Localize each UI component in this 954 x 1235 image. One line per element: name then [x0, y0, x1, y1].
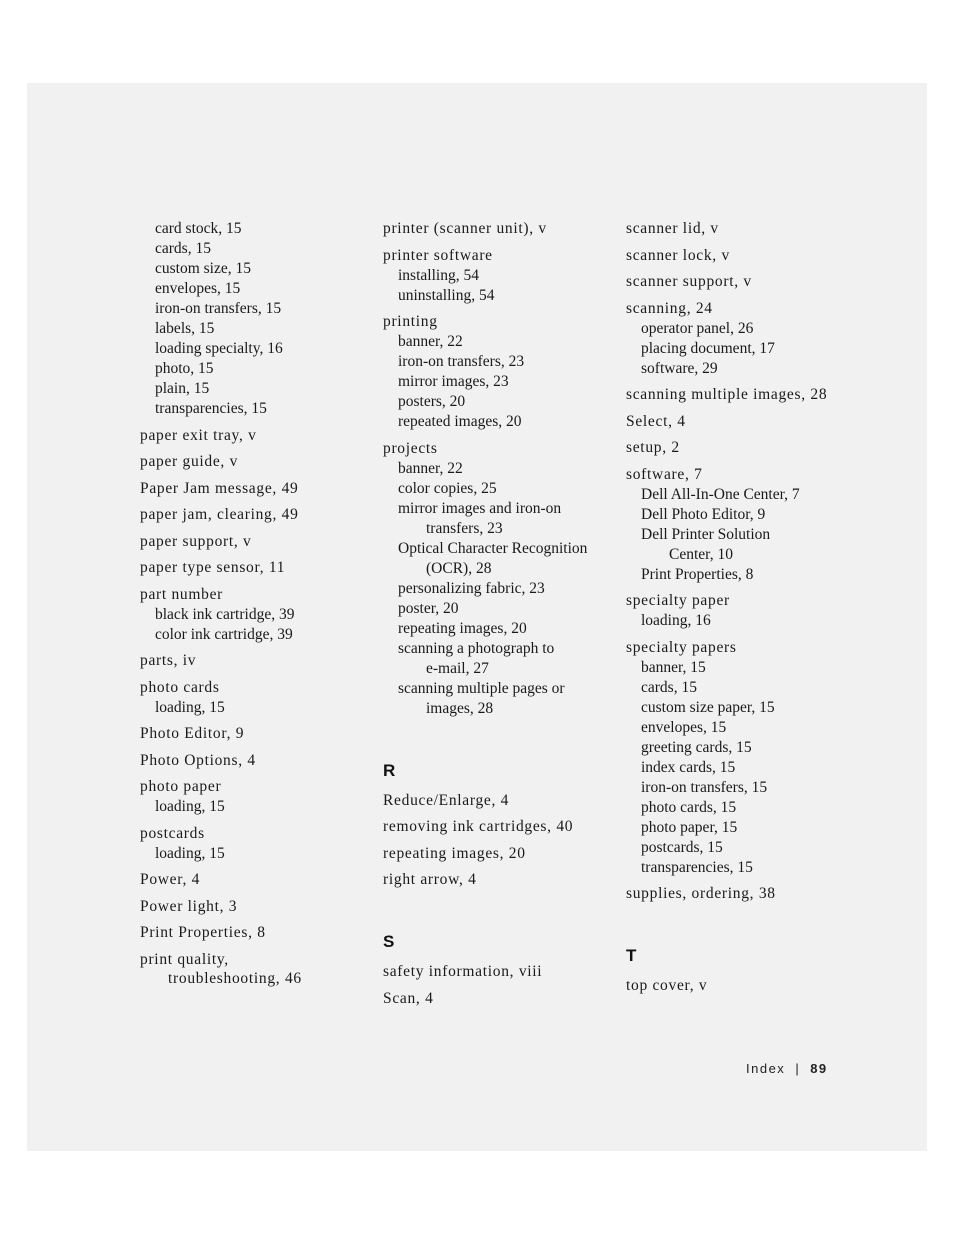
index-entry: Photo Editor, 9 — [140, 725, 245, 742]
index-subentry: black ink cartridge, 39 — [155, 605, 295, 623]
index-entry: Scan, 4 — [383, 989, 434, 1007]
index-entry: removing ink cartridges, 40 — [383, 818, 574, 835]
index-subentry: software, 29 — [641, 359, 718, 377]
index-subentry: installing, 54 — [398, 266, 479, 284]
index-subentry: mirror images, 23 — [398, 373, 509, 390]
index-entry: scanner lock, v — [626, 246, 730, 264]
index-subentry — [626, 525, 851, 565]
entry-continuation: transfers, 23 — [426, 519, 503, 537]
entry-line: print quality, — [140, 950, 229, 968]
index-entry: repeating images, 20 — [383, 844, 526, 862]
index-column-2 — [383, 219, 608, 1009]
index-entry: printing — [383, 313, 438, 330]
index-subentry: iron-on transfers, 23 — [398, 353, 525, 370]
entry-line: scanning a photograph to — [398, 639, 555, 657]
index-subentry: personalizing fabric, 23 — [398, 579, 545, 597]
index-entry: photo paper — [140, 778, 222, 795]
page-footer — [746, 1061, 828, 1076]
index-subentry: plain, 15 — [155, 380, 210, 397]
index-subentry: card stock, 15 — [155, 220, 242, 237]
index-entry: scanner support, v — [626, 273, 752, 290]
index-entry: parts, iv — [140, 652, 197, 669]
index-subentry: custom size, 15 — [155, 260, 251, 277]
index-entry: scanning, 24 — [626, 299, 713, 317]
index-entry: Select, 4 — [626, 412, 686, 430]
index-subentry: loading, 15 — [155, 798, 225, 815]
index-subentry: repeated images, 20 — [398, 413, 522, 430]
index-entry: setup, 2 — [626, 439, 680, 456]
index-subentry: loading specialty, 16 — [155, 340, 283, 357]
index-entry: paper guide, v — [140, 453, 239, 470]
index-subentry: loading, 16 — [641, 612, 711, 629]
index-entry: scanner lid, v — [626, 220, 719, 237]
index-entry: software, 7 — [626, 465, 703, 483]
index-entry: safety information, viii — [383, 963, 543, 980]
index-entry: printer software — [383, 246, 493, 264]
index-entry: specialty papers — [626, 638, 737, 656]
index-subentry: placing document, 17 — [641, 339, 775, 357]
entry-continuation: (OCR), 28 — [426, 559, 492, 577]
entry-continuation: images, 28 — [426, 699, 494, 717]
index-subentry: cards, 15 — [641, 678, 697, 696]
index-subentry — [383, 679, 608, 719]
index-entry: paper jam, clearing, 49 — [140, 506, 299, 523]
page-number: 89 — [810, 1061, 828, 1076]
section-letter-r: R — [383, 760, 396, 780]
entry-continuation: e-mail, 27 — [426, 659, 489, 677]
index-subentry: photo cards, 15 — [641, 798, 737, 816]
index-subentry: loading, 15 — [155, 698, 225, 716]
index-subentry: banner, 22 — [398, 459, 463, 477]
index-subentry: iron-on transfers, 15 — [641, 778, 768, 796]
section-letter-s: S — [383, 932, 395, 951]
entry-line: Optical Character Recognition — [398, 539, 588, 557]
entry-continuation: Center, 10 — [669, 545, 733, 563]
index-subentry: Print Properties, 8 — [641, 565, 754, 583]
index-entry: printer (scanner unit), v — [383, 220, 547, 237]
index-subentry: loading, 15 — [155, 844, 225, 862]
footer-separator: | — [795, 1061, 801, 1076]
index-entry: Paper Jam message, 49 — [140, 479, 299, 497]
index-entry: scanning multiple images, 28 — [626, 386, 828, 403]
index-subentry: postcards, 15 — [641, 838, 723, 856]
index-subentry: banner, 22 — [398, 333, 463, 350]
index-entry: Reduce/Enlarge, 4 — [383, 791, 510, 809]
index-subentry: operator panel, 26 — [641, 319, 754, 337]
entry-line: Dell Printer Solution — [641, 525, 771, 543]
index-entry: specialty paper — [626, 592, 730, 609]
index-subentry: greeting cards, 15 — [641, 738, 752, 756]
section-letter-t: T — [626, 946, 637, 965]
entry-line: scanning multiple pages or — [398, 679, 565, 697]
index-entry — [140, 950, 365, 988]
index-subentry — [383, 499, 608, 539]
index-subentry: Dell All-In-One Center, 7 — [641, 485, 800, 503]
index-subentry: photo paper, 15 — [641, 818, 738, 836]
index-column-3 — [626, 219, 851, 996]
index-entry: Print Properties, 8 — [140, 924, 266, 941]
entry-line: mirror images and iron-on — [398, 499, 562, 517]
index-subentry: labels, 15 — [155, 320, 215, 337]
index-subentry: cards, 15 — [155, 240, 211, 257]
index-entry: paper type sensor, 11 — [140, 559, 286, 576]
index-entry: part number — [140, 585, 224, 603]
index-subentry: transparencies, 15 — [641, 858, 753, 876]
index-subentry: photo, 15 — [155, 360, 214, 377]
index-subentry — [383, 539, 608, 579]
index-subentry: poster, 20 — [398, 599, 459, 617]
index-entry: Power light, 3 — [140, 897, 238, 915]
index-subentry: transparencies, 15 — [155, 400, 267, 417]
index-subentry: color ink cartridge, 39 — [155, 625, 293, 643]
index-subentry: repeating images, 20 — [398, 619, 527, 637]
index-column-1 — [140, 219, 365, 988]
index-subentry: envelopes, 15 — [641, 718, 727, 736]
index-subentry: envelopes, 15 — [155, 280, 241, 297]
index-subentry: index cards, 15 — [641, 758, 736, 776]
index-subentry: uninstalling, 54 — [398, 286, 495, 304]
index-entry: right arrow, 4 — [383, 871, 477, 888]
index-entry: photo cards — [140, 678, 220, 696]
footer-section: Index — [746, 1061, 786, 1076]
index-entry: supplies, ordering, 38 — [626, 885, 776, 902]
index-subentry: custom size paper, 15 — [641, 698, 775, 716]
entry-continuation: troubleshooting, 46 — [168, 969, 302, 987]
index-entry: paper support, v — [140, 532, 252, 550]
index-entry: Power, 4 — [140, 871, 201, 888]
index-subentry — [383, 639, 608, 679]
index-subentry: iron-on transfers, 15 — [155, 300, 282, 317]
index-entry: projects — [383, 439, 438, 457]
index-entry: top cover, v — [626, 977, 708, 994]
index-entry: Photo Options, 4 — [140, 751, 256, 769]
index-entry: postcards — [140, 824, 205, 842]
index-subentry: banner, 15 — [641, 658, 706, 676]
index-subentry: Dell Photo Editor, 9 — [641, 505, 766, 523]
index-entry: paper exit tray, v — [140, 426, 257, 444]
index-subentry: posters, 20 — [398, 393, 466, 410]
index-subentry: color copies, 25 — [398, 479, 497, 497]
